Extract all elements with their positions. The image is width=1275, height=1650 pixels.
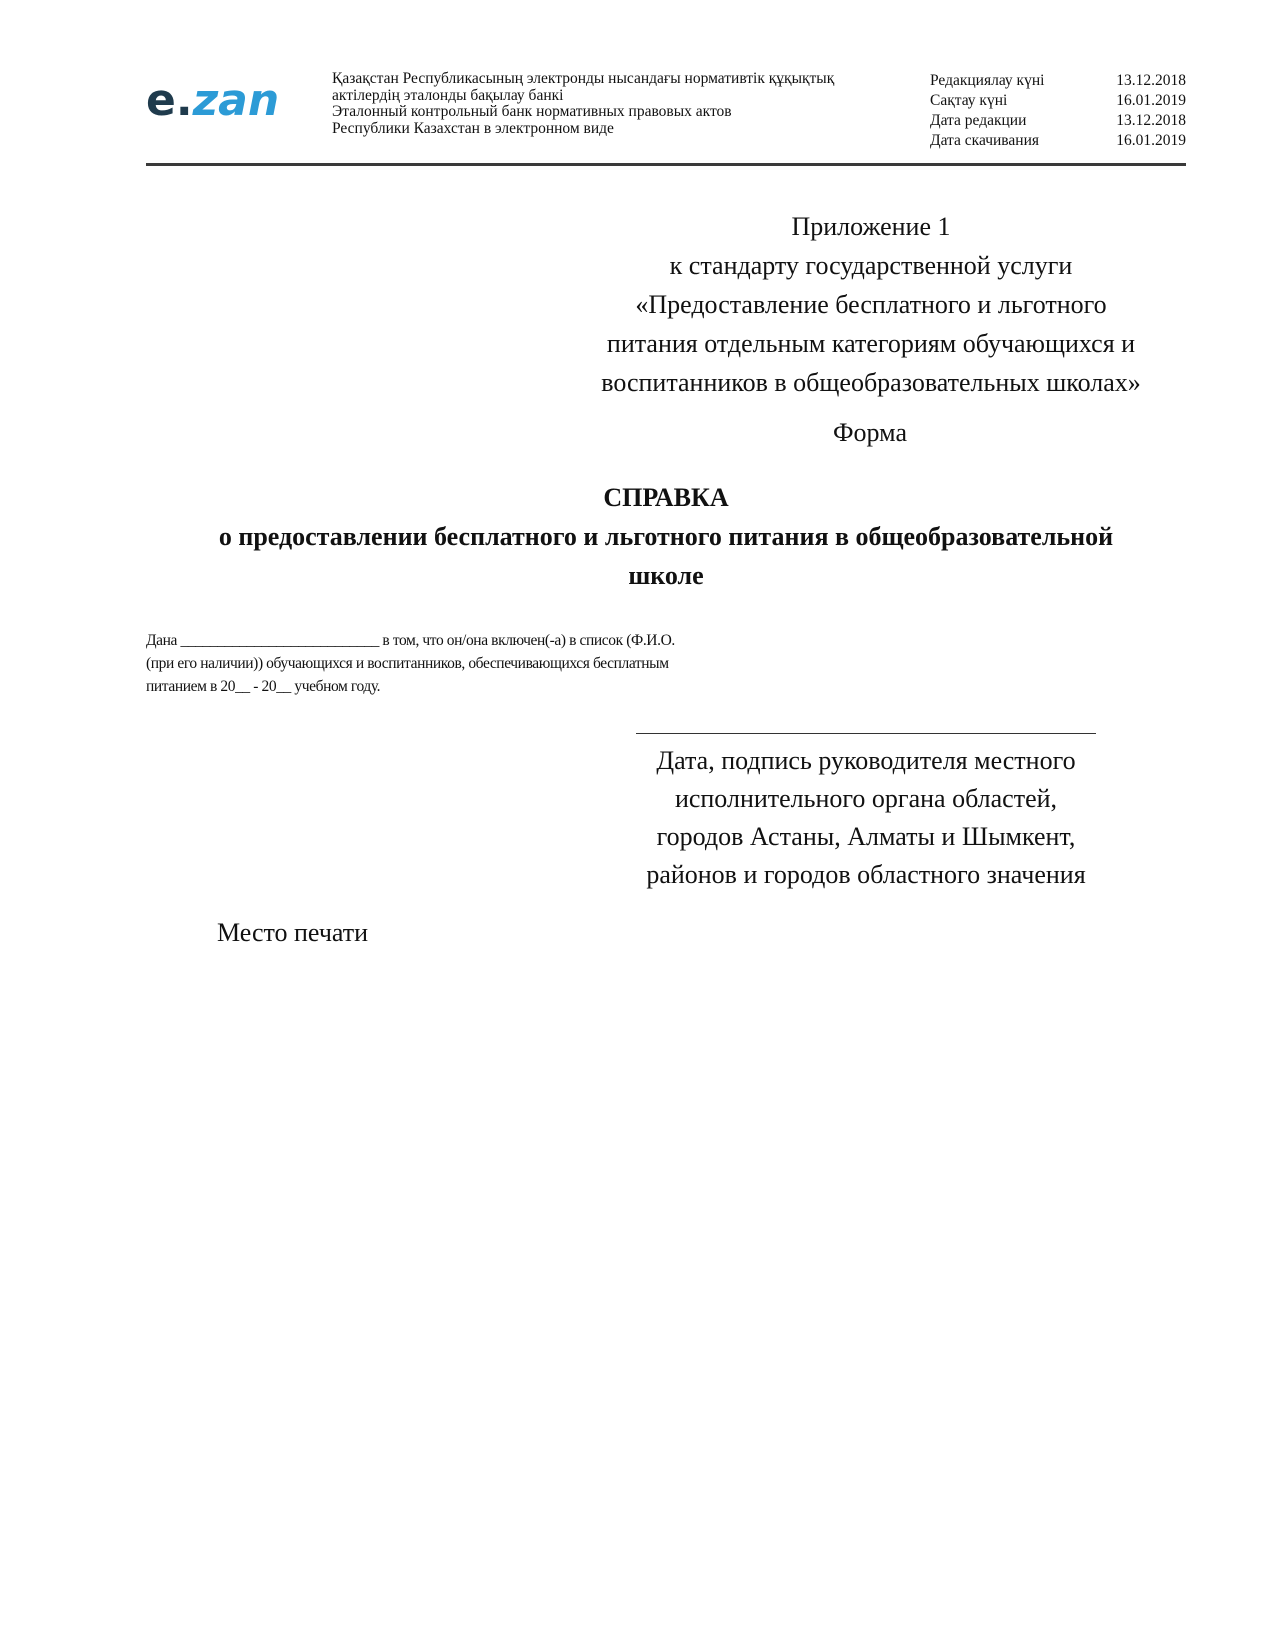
date-value: 13.12.2018	[1116, 112, 1186, 129]
header-divider	[146, 163, 1186, 166]
bank-description-line: Қазақстан Республикасының электронды нысандағы нормативтік құқықтық	[332, 70, 835, 87]
appendix-block	[546, 207, 1196, 402]
signature-caption-line: городов Астаны, Алматы и Шымкент,	[656, 822, 1076, 851]
logo-e: e	[146, 75, 176, 126]
document-dates	[930, 71, 1186, 151]
date-value: 13.12.2018	[1116, 72, 1186, 89]
bank-description-line: Республики Казахстан в электронном виде	[332, 119, 614, 137]
appendix-line: к стандарту государственной услуги	[669, 251, 1073, 280]
appendix-line: питания отдельным категориям обучающихся и	[606, 329, 1136, 358]
date-row	[930, 91, 1186, 111]
appendix-line: воспитанников в общеобразовательных школах»	[601, 368, 1141, 397]
bank-description-line: Эталонный контрольный банк нормативных правовых актов	[332, 103, 732, 120]
ezan-logo	[146, 75, 280, 126]
form-label: Форма	[833, 418, 907, 447]
appendix-line: Приложение 1	[791, 212, 951, 241]
stamp-place-label: Место печати	[217, 918, 369, 947]
date-value: 16.01.2019	[1116, 132, 1186, 149]
title-line: школе	[628, 561, 704, 590]
signature-caption-line: районов и городов областного значения	[646, 860, 1086, 889]
bank-description	[332, 71, 892, 137]
body-line: питанием в 20__ - 20__ учебном году.	[146, 678, 381, 695]
signature-caption-line: исполнительного органа областей,	[674, 784, 1058, 813]
appendix-line: «Предоставление бесплатного и льготного	[635, 290, 1107, 319]
date-row	[930, 71, 1186, 91]
logo-zan: zan	[192, 75, 280, 126]
logo-dot: .	[175, 75, 193, 126]
date-value: 16.01.2019	[1116, 92, 1186, 109]
document-title	[146, 478, 1186, 595]
title-line: о предоставлении бесплатного и льготного питания в общеобразовательной	[218, 522, 1114, 551]
title-line: СПРАВКА	[603, 483, 729, 512]
body-line: Дана ___________________________ в том, что он/она включен(-а) в список (Ф.И.О.	[146, 632, 675, 649]
signature-caption-line: Дата, подпись руководителя местного	[656, 746, 1076, 775]
certificate-body	[146, 629, 806, 698]
bank-description-line: актілердің эталонды бақылау банкі	[332, 86, 564, 104]
date-row	[930, 111, 1186, 131]
signature-line	[636, 733, 1096, 734]
date-label: Сақтау күні	[930, 92, 1008, 109]
body-line: (при его наличии)) обучающихся и воспитанников, обеспечивающихся бесплатным	[146, 655, 669, 672]
document-header	[146, 66, 1186, 166]
date-label: Дата редакции	[930, 112, 1027, 129]
date-label: Редакциялау күні	[930, 72, 1045, 89]
date-label: Дата скачивания	[930, 132, 1040, 149]
date-row	[930, 131, 1186, 151]
signature-caption	[596, 742, 1136, 894]
